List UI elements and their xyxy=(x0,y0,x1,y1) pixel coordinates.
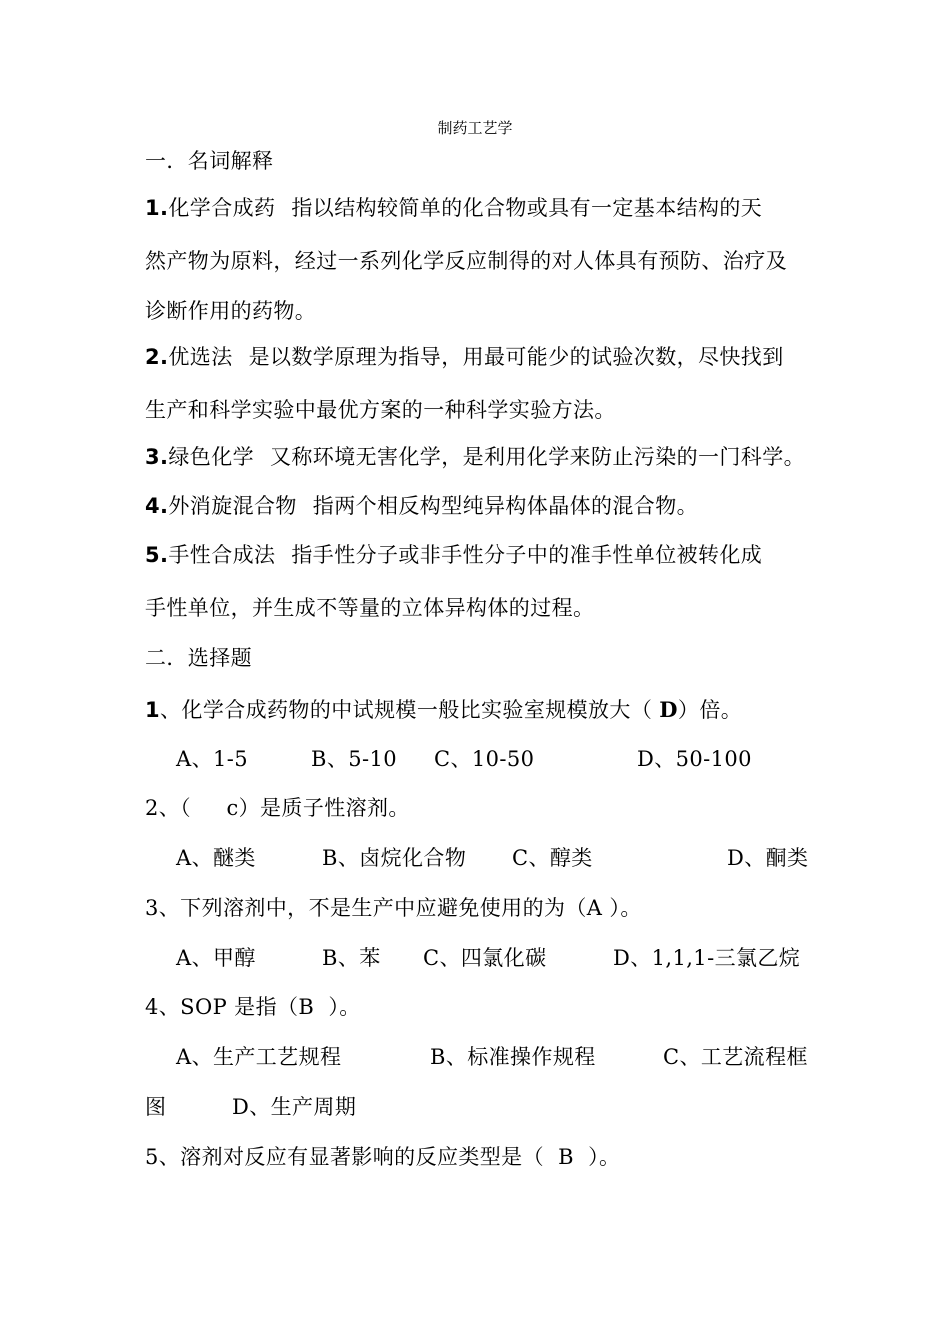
definition-line: 手性单位，并生成不等量的立体异构体的过程。 xyxy=(145,596,595,620)
definition-item-2 xyxy=(145,343,784,371)
definition-line: 诊断作用的药物。 xyxy=(145,299,317,323)
question-text-end: ）。 xyxy=(602,896,642,920)
page-title: 制药工艺学 xyxy=(437,119,513,137)
term: 手性合成法 xyxy=(168,543,276,567)
answer: c xyxy=(226,796,239,820)
term: 优选法 xyxy=(168,345,233,369)
options-row-4-cont xyxy=(0,1093,950,1121)
item-number: 1. xyxy=(145,196,169,220)
definition-line: 然产物为原料，经过一系列化学反应制得的对人体具有预防、治疗及 xyxy=(145,249,787,273)
option-c: C、工艺流程框 xyxy=(663,1045,808,1069)
item-number: 4. xyxy=(145,494,169,518)
option-d: D、酮类 xyxy=(727,846,809,870)
term: 化学合成药 xyxy=(168,196,276,220)
option-a: A、甲醇 xyxy=(176,946,256,970)
options-row-1 xyxy=(0,745,950,773)
definition-item-5 xyxy=(145,541,762,569)
question-text: 、化学合成药物的中试规模一般比实验室规模放大（ xyxy=(160,698,660,722)
answer: D xyxy=(659,697,678,722)
definition-text: 指两个相反构型纯异构体晶体的混合物。 xyxy=(312,494,698,518)
question-text: 、SOP 是指（ xyxy=(158,995,299,1019)
definition-item-3 xyxy=(145,443,805,471)
term: 绿色化学 xyxy=(168,445,254,469)
definition-text: 指以结构较简单的化合物或具有一定基本结构的天 xyxy=(291,196,763,220)
question-2 xyxy=(145,794,410,822)
question-number: 4 xyxy=(145,995,159,1019)
definition-line: 生产和科学实验中最优方案的一种科学实验方法。 xyxy=(145,398,616,422)
term: 外消旋混合物 xyxy=(168,494,297,518)
options-row-2 xyxy=(0,844,950,872)
section-heading-definitions: 一．名词解释 xyxy=(145,149,274,173)
answer: B xyxy=(558,1145,574,1169)
option-a: A、生产工艺规程 xyxy=(176,1045,342,1069)
option-b: B、苯 xyxy=(322,946,381,970)
question-text-end: ）。 xyxy=(573,1145,621,1169)
question-text-end: ）是质子性溶剂。 xyxy=(238,796,410,820)
question-5 xyxy=(145,1143,620,1171)
option-a: A、1-5 xyxy=(176,747,248,771)
definition-item-4 xyxy=(145,492,698,520)
option-d: D、1,1,1-三氯乙烷 xyxy=(613,946,801,970)
option-c: C、10-50 xyxy=(434,747,535,771)
item-number: 2. xyxy=(145,345,169,369)
option-b: B、5-10 xyxy=(311,747,398,771)
answer: A xyxy=(586,896,603,920)
option-d: D、50-100 xyxy=(637,747,752,771)
question-text: 、下列溶剂中，不是生产中应避免使用的为（ xyxy=(158,896,587,920)
question-text-end: ）倍。 xyxy=(677,698,743,722)
definition-text: 是以数学原理为指导，用最可能少的试验次数，尽快找到 xyxy=(248,345,784,369)
question-number: 2 xyxy=(145,796,159,820)
question-number: 5 xyxy=(145,1145,159,1169)
options-row-3 xyxy=(0,944,950,972)
option-d: D、生产周期 xyxy=(232,1095,357,1119)
section-heading-choice: 二．选择题 xyxy=(145,646,252,670)
definition-item-1 xyxy=(145,194,762,222)
item-number: 5. xyxy=(145,543,169,567)
options-row-4 xyxy=(0,1043,950,1071)
question-text: 、溶剂对反应有显著影响的反应类型是（ xyxy=(158,1145,559,1169)
answer: B xyxy=(298,995,315,1019)
option-c: C、四氯化碳 xyxy=(423,946,547,970)
question-number: 3 xyxy=(145,896,159,920)
question-number: 1 xyxy=(145,698,161,722)
item-number: 3. xyxy=(145,445,169,469)
question-3 xyxy=(145,894,642,922)
option-b: B、标准操作规程 xyxy=(430,1045,596,1069)
option-a: A、醚类 xyxy=(176,846,256,870)
question-4 xyxy=(145,993,361,1021)
option-b: B、卤烷化合物 xyxy=(322,846,467,870)
option-c: C、醇类 xyxy=(512,846,593,870)
definition-text: 又称环境无害化学，是利用化学来防止污染的一门科学。 xyxy=(270,445,805,469)
question-text: 、（ xyxy=(158,796,227,820)
question-1 xyxy=(145,696,742,724)
definition-text: 指手性分子或非手性分子中的准手性单位被转化成 xyxy=(291,543,763,567)
option-c-cont: 图 xyxy=(145,1095,167,1119)
question-text-end: ）。 xyxy=(314,995,361,1019)
